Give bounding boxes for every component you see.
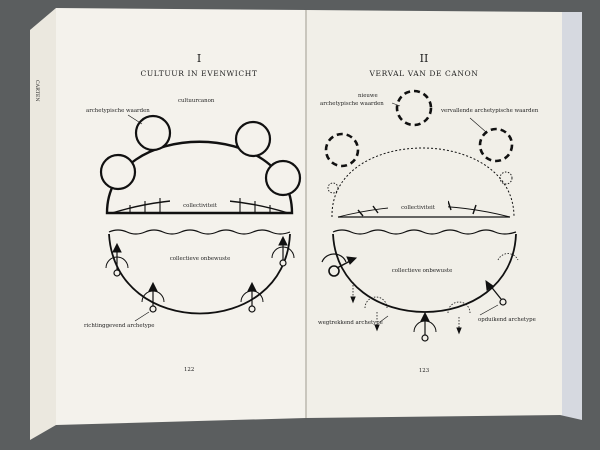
label-new-line1: nieuwe [358, 93, 378, 99]
cover-edge [560, 12, 582, 420]
label-new-line2: archetypische waarden [320, 101, 384, 107]
spine-text: CARTEN [34, 80, 39, 102]
label-archetypal-values: archetypische waarden [86, 108, 150, 114]
label-decaying-values: vervallende archetypische waarden [441, 108, 539, 114]
decaying-value-circle [326, 134, 358, 166]
right-numeral: II [419, 52, 429, 65]
archetype-circle [136, 116, 170, 150]
left-numeral: I [196, 52, 202, 65]
decaying-value-circle [480, 129, 512, 161]
label-culture-canon: cultuurcanon [178, 98, 215, 104]
label-receding-archetype: wegtrekkend archetype [318, 320, 383, 326]
archetype-circle [266, 161, 300, 195]
right-page-number: 123 [418, 368, 430, 374]
left-title: CULTUUR IN EVENWICHT [140, 69, 258, 78]
label-collectivity: collectiviteit [183, 203, 217, 209]
label-collective-unconscious: collectieve onbewuste [391, 268, 453, 274]
label-guiding-archetype: richtinggevend archetype [84, 323, 155, 329]
right-title: VERVAL VAN DE CANON [369, 69, 479, 78]
left-page-number: 122 [184, 367, 195, 373]
label-collectivity: collectiviteit [401, 205, 435, 211]
new-value-circle [397, 91, 431, 125]
label-collective-unconscious: collectieve onbewuste [169, 256, 231, 262]
archetype-circle [101, 155, 135, 189]
archetype-circle [236, 122, 270, 156]
label-rising-archetype: opduikend archetype [478, 317, 536, 323]
book-spine [30, 8, 56, 440]
